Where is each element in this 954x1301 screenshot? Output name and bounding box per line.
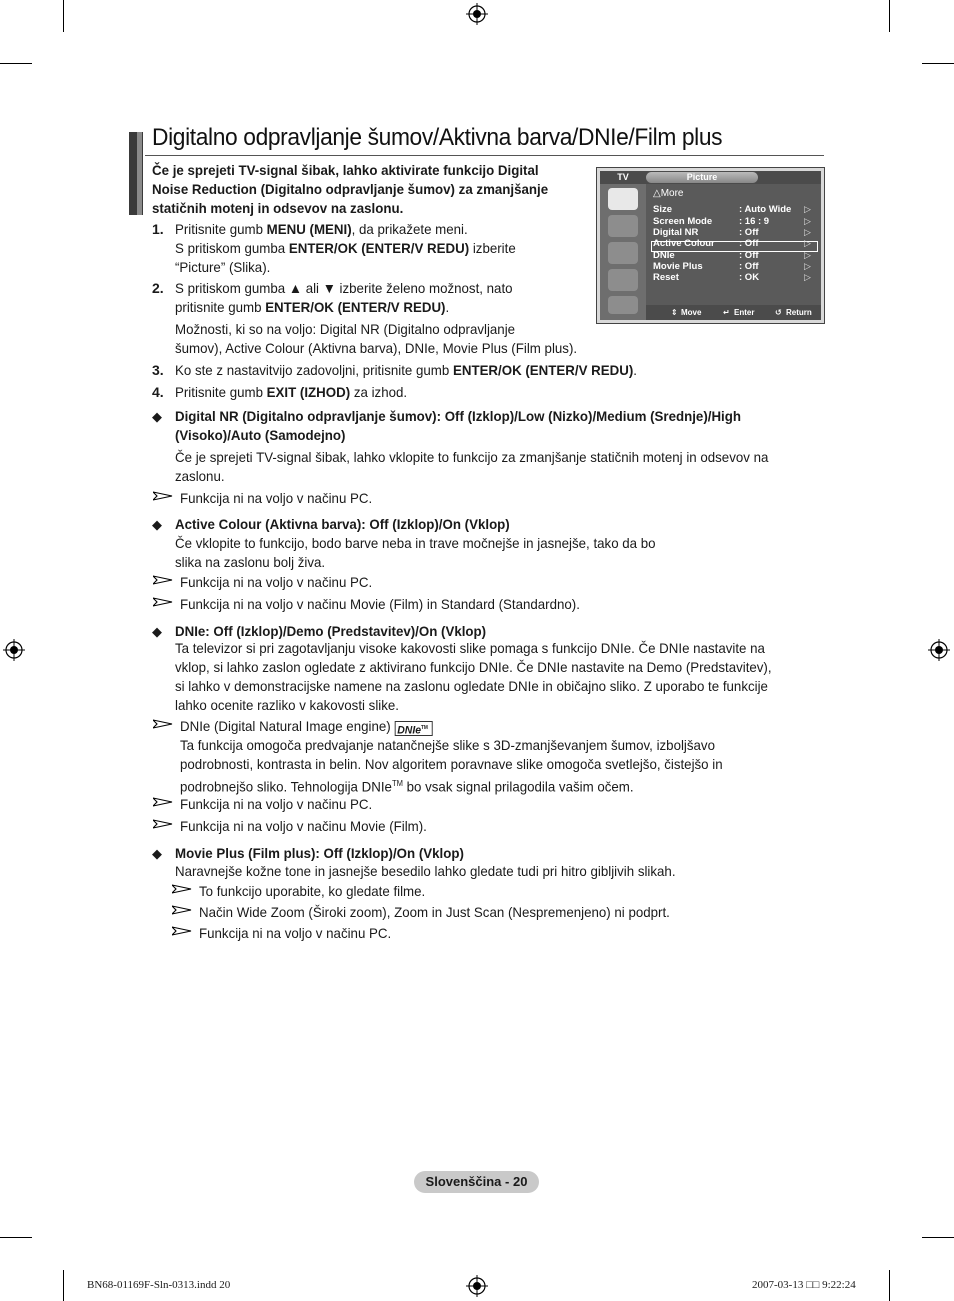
section-body: Ta televizor si pri zagotavljanju visoke kakovosti slike pomaga s funkcijo DNIe. Če DNIe nastavite na bbox=[175, 640, 765, 656]
tv-menu-item-label: Movie Plus bbox=[653, 261, 703, 272]
bullet-diamond-icon: ◆ bbox=[152, 409, 162, 424]
dnie-logo: DNIe™ bbox=[394, 721, 432, 736]
note-arrow-icon bbox=[153, 797, 173, 807]
note-arrow-icon bbox=[153, 719, 173, 729]
step-text: Pritisnite gumb MENU (MENI), da prikažete meni. bbox=[175, 221, 468, 237]
tv-menu-panel bbox=[600, 171, 821, 320]
note-text: DNIe (Digital Natural Image engine) DNIe™ bbox=[180, 717, 432, 736]
crop-mark bbox=[63, 0, 64, 32]
page-number-badge: Slovenščina - 20 bbox=[414, 1171, 539, 1193]
title-rule bbox=[145, 155, 824, 156]
print-slug-date: 2007-03-13 □□ 9:22:24 bbox=[752, 1279, 856, 1291]
tv-menu-item-label: Digital NR bbox=[653, 227, 699, 238]
tv-menu-footer bbox=[646, 305, 821, 320]
page-title: Digitalno odpravljanje šumov/Aktivna barva/DNIe/Film plus bbox=[152, 124, 723, 151]
bullet-diamond-icon: ◆ bbox=[152, 846, 162, 861]
crop-mark bbox=[0, 1237, 32, 1238]
step-text: Možnosti, ki so na voljo: Digital NR (Digitalno odpravljanje bbox=[175, 321, 516, 337]
arrow-right-icon: ▷ bbox=[804, 238, 811, 248]
tv-menu-tab-picture: Picture bbox=[646, 172, 758, 183]
setup-menu-icon bbox=[608, 269, 638, 291]
tv-menu-item-value: : Off bbox=[739, 227, 759, 238]
step-number: 2. bbox=[152, 280, 164, 296]
channel-menu-icon bbox=[608, 242, 638, 264]
tv-menu-item-label: Size bbox=[653, 204, 673, 215]
section-body: zaslonu. bbox=[175, 468, 225, 484]
crop-mark bbox=[922, 63, 954, 64]
note-text: Funkcija ni na voljo v načinu PC. bbox=[180, 490, 373, 506]
tv-menu-item-value: : Off bbox=[739, 261, 759, 272]
note-arrow-icon bbox=[153, 575, 173, 585]
note-arrow-icon bbox=[153, 819, 173, 829]
sound-menu-icon bbox=[608, 215, 638, 237]
print-slug-file: BN68-01169F-Sln-0313.indd 20 bbox=[87, 1279, 231, 1291]
crop-mark bbox=[889, 1270, 890, 1301]
note-arrow-icon bbox=[172, 884, 192, 894]
note-text: Funkcija ni na voljo v načinu Movie (Film). bbox=[180, 818, 427, 834]
note-text: podrobnejšo sliko. Tehnologija DNIe™ bo vsak signal prilagodila vašim očem. bbox=[180, 778, 634, 795]
step-text: šumov), Active Colour (Aktivna barva), DNIe, Movie Plus (Film plus). bbox=[175, 340, 578, 356]
step-number: 4. bbox=[152, 384, 164, 400]
note-arrow-icon bbox=[172, 926, 192, 936]
step-text: pritisnite gumb ENTER/OK (ENTER/V REDU). bbox=[175, 299, 450, 315]
section-body: lahko ocenite razliko v kakovosti slike. bbox=[175, 697, 399, 713]
tv-menu-sidebar bbox=[600, 171, 646, 320]
section-heading: Active Colour (Aktivna barva): Off (Izklop)/On (Vklop) bbox=[175, 516, 510, 532]
section-heading: DNIe: Off (Izklop)/Demo (Predstavitev)/On (Vklop) bbox=[175, 623, 487, 639]
arrow-right-icon: ▷ bbox=[804, 250, 811, 260]
crop-mark bbox=[0, 63, 32, 64]
step-text: S pritiskom gumba ▲ ali ▼ izberite želeno možnost, nato bbox=[175, 280, 513, 296]
note-arrow-icon bbox=[153, 597, 173, 607]
arrow-right-icon: ▷ bbox=[804, 261, 811, 271]
arrow-right-icon: ▷ bbox=[804, 216, 811, 226]
picture-menu-icon bbox=[608, 188, 638, 210]
tv-menu-item-label: Active Colour bbox=[653, 238, 715, 249]
section-body: si lahko v demonstracijske namene na zaslonu ogledate DNIe in običajno sliko. Z uporabo te funkcije bbox=[175, 678, 768, 694]
intro-line: Noise Reduction (Digitalno odpravljanje šumov) za zmanjšanje bbox=[152, 181, 549, 197]
step-number: 1. bbox=[152, 221, 164, 237]
arrow-right-icon: ▷ bbox=[804, 204, 811, 214]
footer-enter-label: Enter bbox=[734, 308, 755, 317]
note-text: Funkcija ni na voljo v načinu PC. bbox=[199, 925, 392, 941]
crop-mark bbox=[889, 0, 890, 32]
bullet-diamond-icon: ◆ bbox=[152, 624, 162, 639]
registration-mark-icon bbox=[466, 3, 488, 25]
tv-menu-source-label: TV bbox=[600, 171, 646, 184]
section-heading: Digital NR (Digitalno odpravljanje šumov): Off (Izklop)/Low (Nizko)/Medium (Srednje)/High bbox=[175, 408, 741, 424]
section-heading: Movie Plus (Film plus): Off (Izklop)/On (Vklop) bbox=[175, 845, 464, 861]
tv-menu-item-value: : Off bbox=[739, 250, 759, 261]
tv-menu-item-value: : Off bbox=[739, 238, 759, 249]
section-heading: (Visoko)/Auto (Samodejno) bbox=[175, 427, 346, 443]
section-body: vklop, si lahko zaslon ogledate z aktivirano funkcijo DNIe. Če DNIe nastavite na Demo (Predstavitev), bbox=[175, 659, 772, 675]
step-text: S pritiskom gumba ENTER/OK (ENTER/V REDU) izberite bbox=[175, 240, 516, 256]
arrow-right-icon: ▷ bbox=[804, 272, 811, 282]
section-body: Če vklopite to funkcijo, bodo barve neba in trave močnejše in jasnejše, tako da bo bbox=[175, 535, 656, 551]
intro-line: Če je sprejeti TV-signal šibak, lahko aktivirate funkcijo Digital bbox=[152, 162, 539, 178]
note-text: Funkcija ni na voljo v načinu PC. bbox=[180, 574, 373, 590]
registration-mark-icon bbox=[3, 639, 25, 661]
title-accent-bar bbox=[137, 132, 142, 215]
registration-mark-icon bbox=[466, 1275, 488, 1297]
tv-menu-item-label: Screen Mode bbox=[653, 216, 713, 227]
section-body: Naravnejše kožne tone in jasnejše besedilo lahko gledate tudi pri hitro gibljivih slikah. bbox=[175, 863, 676, 879]
intro-line: statičnih motenj in odsevov na zaslonu. bbox=[152, 200, 404, 216]
footer-move-label: Move bbox=[681, 308, 702, 317]
registration-mark-icon bbox=[928, 639, 950, 661]
tv-menu-item-label: DNIe bbox=[653, 250, 675, 261]
note-text: Funkcija ni na voljo v načinu PC. bbox=[180, 796, 373, 812]
note-text: Ta funkcija omogoča predvajanje natančnejše slike s 3D-zmanjševanjem šumov, izboljšavo bbox=[180, 737, 715, 753]
tv-menu-item-value: : 16 : 9 bbox=[739, 216, 770, 227]
tv-menu-more: △More bbox=[653, 188, 684, 199]
note-text: Način Wide Zoom (Široki zoom), Zoom in Just Scan (Nespremenjeno) ni podprt. bbox=[199, 904, 670, 920]
tv-menu-screenshot bbox=[596, 167, 825, 324]
crop-mark bbox=[63, 1270, 64, 1301]
footer-return-label: Return bbox=[786, 308, 812, 317]
section-body: slika na zaslonu bolj živa. bbox=[175, 554, 326, 570]
crop-mark bbox=[922, 1237, 954, 1238]
step-number: 3. bbox=[152, 362, 164, 378]
note-text: Funkcija ni na voljo v načinu Movie (Film) in Standard (Standardno). bbox=[180, 596, 580, 612]
return-icon: ↺ bbox=[775, 308, 782, 317]
note-text: podrobnosti, kontrasta in belin. Nov algoritem poravnave slike omogoča svetlejšo, čistejšo in bbox=[180, 756, 723, 772]
step-text: Pritisnite gumb EXIT (IZHOD) za izhod. bbox=[175, 384, 408, 400]
arrow-right-icon: ▷ bbox=[804, 227, 811, 237]
note-arrow-icon bbox=[172, 905, 192, 915]
tv-menu-item-value: : OK bbox=[739, 272, 760, 283]
enter-icon: ↵ bbox=[723, 308, 730, 317]
updown-icon: ⇕ bbox=[671, 308, 678, 317]
input-menu-icon bbox=[608, 296, 638, 314]
tv-menu-item-value: : Auto Wide bbox=[739, 204, 792, 215]
bullet-diamond-icon: ◆ bbox=[152, 517, 162, 532]
tv-menu-item-label: Reset bbox=[653, 272, 679, 283]
section-body: Če je sprejeti TV-signal šibak, lahko vklopite to funkcijo za zmanjšanje statičnih motenj in odsevov na bbox=[175, 449, 769, 465]
step-text: “Picture” (Slika). bbox=[175, 259, 271, 275]
note-text: To funkcijo uporabite, ko gledate filme. bbox=[199, 883, 426, 899]
step-text: Ko ste z nastavitvijo zadovoljni, pritisnite gumb ENTER/OK (ENTER/V REDU). bbox=[175, 362, 637, 378]
note-arrow-icon bbox=[153, 491, 173, 501]
tv-menu-list bbox=[646, 184, 821, 305]
